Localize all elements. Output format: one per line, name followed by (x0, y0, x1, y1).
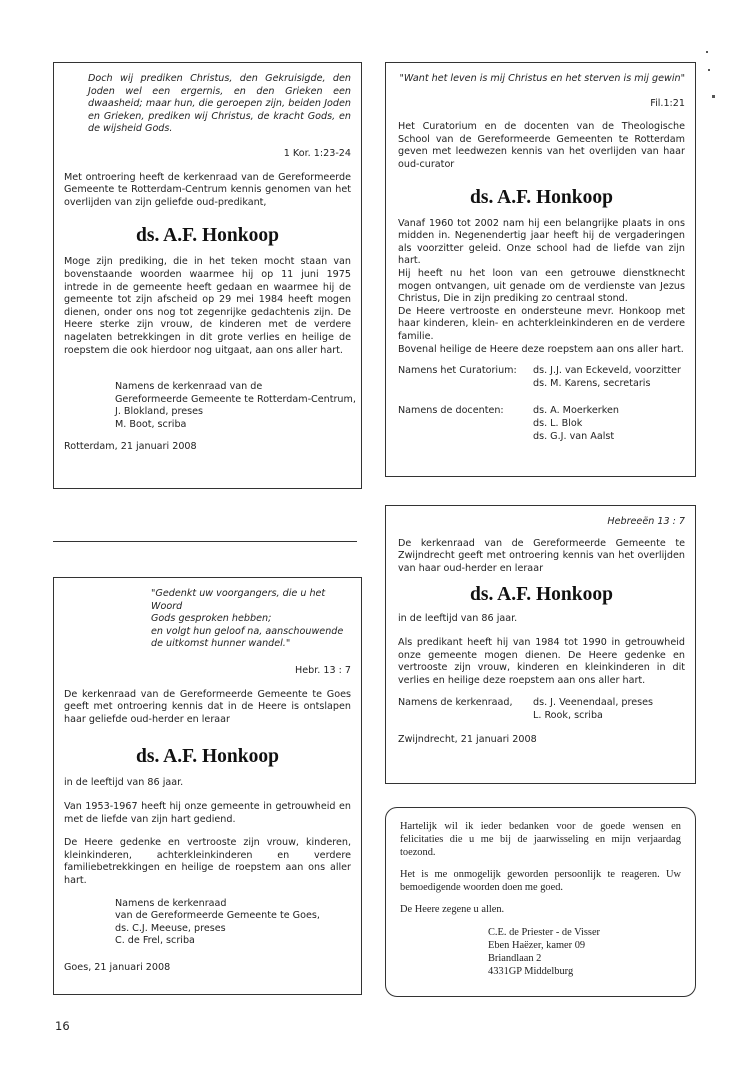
signature-line: ds. G.J. van Aalst (533, 431, 615, 443)
body-text: Vanaf 1960 tot 2002 nam hij een belangrijke plaats in ons midden in. Negenendertig jaar heeft hij de vergaderingen als voorzitter geleid. Onze school had de liefde van zijn hart. (398, 217, 685, 267)
verse-reference: Fil.1:21 (650, 97, 685, 109)
thanks-text: Het is me onmogelijk geworden persoonlijk te reageren. Uw bemoedigende woorden doen me goed. (400, 869, 681, 893)
verse-reference: 1 Kor. 1:23-24 (283, 147, 351, 159)
page-number: 16 (55, 1019, 70, 1033)
signature-line: ds. M. Karens, secretaris (533, 378, 651, 390)
verse-line: en volgt hun geloof na, aanschouwende (151, 625, 344, 637)
address-line: C.E. de Priester - de Visser (488, 927, 601, 938)
deceased-name: ds. A.F. Honkoop (470, 584, 613, 606)
address-block (400, 926, 681, 978)
curatorium-signatures (398, 365, 685, 395)
signature-line: van de Gereformeerde Gemeente te Goes, (115, 910, 320, 922)
intro-text: Het Curatorium en de docenten van de Theologische School van de Gereformeerde Gemeenten te Rotterdam geven met leedwezen kennis van het overlijden van haar oud-curator (398, 121, 685, 170)
body-text: Bovenal heilige de Heere deze roepstem aan ons aller hart. (398, 343, 684, 355)
verse-reference: Hebreeën 13 : 7 (607, 516, 685, 527)
body-text: Moge zijn prediking, die in het teken mocht staan van bovenstaande woorden waarmee hij op 11 juni 1975 intrede in de gemeente heeft gedaan en waarmee hij de gemeente tot zijn afscheid op 29 mei 1984 heeft mogen dienen, onder ons nog tot zegenrijke gedachtenis zijn. De Heere sterke zijn vrouw, de kinderen met de verdere nagelaten betrekkingen in dit grote verlies en heilige de roepstem die ook hierdoor nog uitgaat, aan ons aller hart. (64, 256, 351, 356)
signature-line: Namens de kerkenraad van de (115, 381, 263, 393)
scan-mark (708, 69, 710, 71)
deceased-name: ds. A.F. Honkoop (136, 225, 279, 247)
body-text: Hij heeft nu het loon van een getrouwe dienstknecht mogen ontvangen, uit genade om de verdienste van Jezus Christus, Die in zijn prediking zo centraal stond. (398, 267, 685, 305)
signature-block (398, 697, 685, 725)
signature-line: M. Boot, scriba (115, 418, 187, 430)
verse-text (64, 588, 351, 651)
signature-line: ds. J. Veenendaal, preses (533, 697, 654, 709)
intro-text: Met ontroering heeft de kerkenraad van de Gereformeerde Gemeente te Rotterdam-Centrum kennis genomen van het overlijden van zijn geliefde oud-predikant, (64, 171, 351, 208)
signature-line: ds. L. Blok (533, 418, 583, 430)
verse-reference: Hebr. 13 : 7 (294, 664, 351, 676)
notice-curatorium (385, 62, 696, 477)
verse-text: "Want het leven is mij Christus en het sterven is mij gewin" (399, 73, 685, 84)
signature-label: Namens de kerkenraad, (398, 697, 513, 709)
signature-line: ds. J.J. van Eckeveld, voorzitter (533, 365, 682, 377)
deceased-name: ds. A.F. Honkoop (470, 186, 613, 208)
signature-line: C. de Frel, scriba (115, 935, 195, 947)
body-text: Als predikant heeft hij van 1984 tot 1990 in getrouwheid onze gemeente mogen dienen. De Heere gedenke en vertrooste zijn vrouw, kinderen en kleinkinderen in dit verlies en heilige deze roepstem aan ons aller hart. (398, 636, 685, 686)
verse-line: Gods gesproken hebben; (151, 613, 272, 625)
scan-mark (712, 95, 715, 98)
verse-line: de uitkomst hunner wandel." (151, 638, 291, 650)
notice-rotterdam (53, 62, 362, 489)
signature-block (64, 381, 356, 431)
notice-zwijndrecht (385, 505, 696, 784)
curatorium-label: Namens het Curatorium: (398, 365, 517, 377)
docenten-label: Namens de docenten: (398, 405, 504, 417)
signature-line: Gereformeerde Gemeente te Rotterdam-Centrum, (115, 393, 356, 405)
notice-goes (53, 577, 362, 995)
intro-text: De kerkenraad van de Gereformeerde Gemeente te Zwijndrecht geeft met ontroering kennis van het overlijden van haar oud-herder en leraar (398, 537, 685, 574)
body-text: Van 1953-1967 heeft hij onze gemeente in getrouwheid en met de liefde van zijn hart gediend. (64, 800, 351, 825)
address-line: Eben Haëzer, kamer 09 (488, 940, 586, 951)
age-text: in de leeftijd van 86 jaar. (64, 777, 184, 789)
signature-line: J. Blokland, preses (115, 406, 204, 418)
verse-line: "Gedenkt uw voorgangers, die u het Woord (151, 588, 326, 612)
address-line: 4331GP Middelburg (488, 966, 574, 977)
signature-line: L. Rook, scriba (533, 710, 603, 722)
age-text: in de leeftijd van 86 jaar. (398, 613, 518, 625)
signature-line: Namens de kerkenraad (115, 897, 227, 909)
verse-text: Doch wij prediken Christus, den Gekruisigde, den Joden wel een ergernis, en den Grieken een dwaasheid; maar hun, die geroepen zijn, beiden Joden en Grieken, prediken wij Christus, de kracht Gods, en de wijsheid Gods. (88, 73, 351, 135)
scan-mark (706, 51, 708, 53)
signature-block (64, 898, 351, 948)
deceased-name: ds. A.F. Honkoop (136, 746, 279, 768)
signature-line: ds. C.J. Meeuse, preses (115, 922, 226, 934)
signature-line: ds. A. Moerkerken (533, 405, 619, 417)
intro-text: De kerkenraad van de Gereformeerde Gemeente te Goes geeft met ontroering kennis dat in de Heere is ontslapen haar geliefde oud-herder en leraar (64, 688, 351, 725)
section-divider (53, 541, 357, 542)
place-date: Zwijndrecht, 21 januari 2008 (398, 734, 537, 746)
docenten-signatures (398, 405, 685, 447)
body-text: De Heere gedenke en vertrooste zijn vrouw, kinderen, kleinkinderen, achterkleinkinderen en verdere familiebetrekkingen en heilige de roepstem aan ons aller hart. (64, 837, 351, 886)
body-text: De Heere vertrooste en ondersteune mevr. Honkoop met haar kinderen, klein- en achterkleinkinderen en de verdere familie. (398, 305, 685, 342)
place-date: Goes, 21 januari 2008 (64, 961, 171, 973)
thanks-text: De Heere zegene u allen. (400, 904, 505, 915)
place-date: Rotterdam, 21 januari 2008 (64, 441, 197, 453)
notice-thanks (385, 807, 696, 997)
thanks-text: Hartelijk wil ik ieder bedanken voor de goede wensen en felicitaties die u me bij de jaarwisseling en mijn verjaardag toezond. (400, 821, 681, 858)
address-line: Briandlaan 2 (488, 953, 542, 964)
